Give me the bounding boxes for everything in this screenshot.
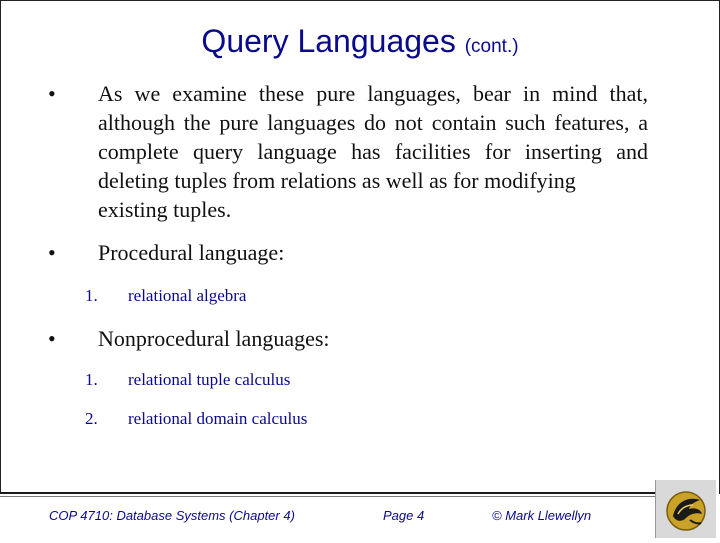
bullet-3: • [48, 326, 56, 351]
slide-title [1, 23, 719, 60]
nonprocedural-item-2-number: 2. [85, 409, 98, 428]
nonprocedural-item-1-number: 1. [85, 370, 98, 389]
procedural-item-1-number: 1. [85, 286, 98, 305]
footer-page: Page 4 [383, 508, 425, 523]
footer-divider-light [0, 496, 655, 497]
intro-paragraph-last-line: existing tuples. [98, 197, 232, 222]
title-main: Query Languages [201, 23, 456, 59]
title-suffix: (cont.) [464, 36, 519, 57]
nonprocedural-item-1: relational tuple calculus [128, 370, 291, 389]
procedural-item-1: relational algebra [128, 286, 247, 305]
nonprocedural-heading: Nonprocedural languages: [98, 326, 330, 351]
intro-paragraph [98, 79, 648, 224]
footer-author: © Mark Llewellyn [492, 508, 592, 523]
bullet-2: • [48, 240, 56, 265]
ucf-pegasus-logo-icon [655, 480, 716, 538]
footer-course: COP 4710: Database Systems (Chapter 4) [49, 508, 295, 523]
intro-paragraph-text: As we examine these pure languages, bear in mind that, although the pure languages do not contain such features, a complete query language has facilities for inserting and deleting tuples from relations as well as for modifying [98, 81, 648, 193]
bullet-1: • [48, 81, 56, 106]
nonprocedural-item-2: relational domain calculus [128, 409, 308, 428]
footer-divider-dark [0, 492, 655, 494]
procedural-heading: Procedural language: [98, 240, 285, 265]
